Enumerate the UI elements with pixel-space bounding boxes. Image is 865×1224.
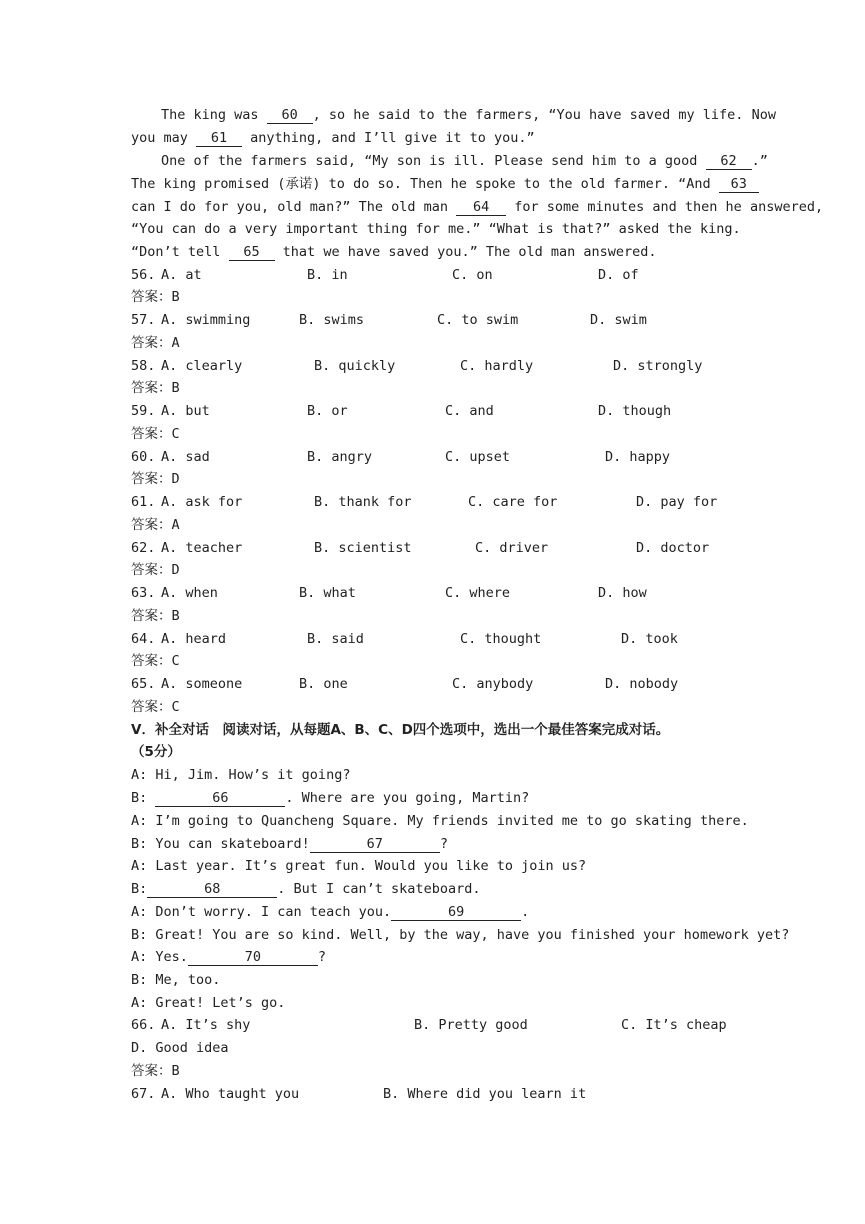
- question-row: [131, 309, 735, 332]
- question-number: 66.: [131, 1017, 156, 1033]
- question-row: [131, 446, 735, 469]
- answer-value: C: [171, 653, 180, 669]
- option-b: B. angry: [307, 449, 373, 465]
- answer-label: 答案：: [131, 608, 172, 624]
- option-d: D. happy: [605, 449, 671, 465]
- question-row: [131, 537, 735, 560]
- answer-label: 答案：: [131, 1063, 172, 1079]
- dialogue-text: ?: [439, 836, 448, 852]
- option-a: A. ask for: [161, 494, 243, 510]
- option-d: D. took: [621, 631, 678, 647]
- blank-69: 69: [391, 904, 521, 921]
- question-number: 59.: [131, 403, 156, 419]
- dialogue-speaker: B:: [131, 881, 148, 897]
- answer-value: B: [171, 380, 180, 396]
- answer-value: D: [171, 562, 180, 578]
- option-c: C. It’s cheap: [621, 1017, 727, 1033]
- option-b: B. scientist: [314, 540, 412, 556]
- option-d: D. strongly: [613, 358, 703, 374]
- option-a: A. teacher: [161, 540, 243, 556]
- dialogue-line: A: Last year. It’s great fun. Would you like to join us?: [131, 858, 587, 874]
- answer-value: B: [171, 1063, 180, 1079]
- dialogue-line: A: Hi, Jim. How’s it going?: [131, 767, 351, 783]
- question-number: 63.: [131, 585, 156, 601]
- question-number: 57.: [131, 312, 156, 328]
- passage-text: anything, and I’ll give it to you.”: [242, 130, 535, 146]
- answer-value: B: [171, 289, 180, 305]
- passage-text: .”: [751, 153, 768, 169]
- option-d: D. Good idea: [131, 1040, 229, 1056]
- answer-label: 答案：: [131, 335, 172, 351]
- option-a: A. sad: [161, 449, 210, 465]
- passage-line: [161, 104, 776, 127]
- question-number: 58.: [131, 358, 156, 374]
- option-a: A. clearly: [161, 358, 243, 374]
- dialogue-line: B: Me, too.: [131, 972, 221, 988]
- passage-line: [131, 241, 735, 264]
- question-number: 64.: [131, 631, 156, 647]
- passage-text: “You can do a very important thing for me.” “What is that?” asked the king.: [131, 221, 741, 237]
- question-number: 62.: [131, 540, 156, 556]
- dialogue-line: A: I’m going to Quancheng Square. My friends invited me to go skating there.: [131, 813, 749, 829]
- passage-line: [131, 127, 735, 150]
- option-b: B. what: [299, 585, 356, 601]
- answer-label: 答案：: [131, 426, 172, 442]
- dialogue-line: [131, 878, 735, 901]
- answer-label: 答案：: [131, 699, 172, 715]
- blank-70: 70: [188, 949, 318, 966]
- blank-61: 61: [196, 130, 242, 147]
- question-number: 60.: [131, 449, 156, 465]
- option-c: C. care for: [468, 494, 558, 510]
- option-b: B. thank for: [314, 494, 412, 510]
- option-c: C. upset: [445, 449, 511, 465]
- answer-value: B: [171, 608, 180, 624]
- option-b: B. quickly: [314, 358, 396, 374]
- blank-64: 64: [456, 199, 506, 216]
- dialogue-text: A: Don’t worry. I can teach you.: [131, 904, 392, 920]
- option-b: B. in: [307, 267, 348, 283]
- option-d: D. nobody: [605, 676, 679, 692]
- passage-text: that we have saved you.” The old man answered.: [274, 244, 657, 260]
- dialogue-text: A: Yes.: [131, 949, 188, 965]
- dialogue-line: [131, 946, 735, 969]
- answer-value: C: [171, 426, 180, 442]
- passage-line: [131, 173, 747, 196]
- option-b: B. Where did you learn it: [383, 1086, 587, 1102]
- passage-text: The king was: [161, 107, 267, 123]
- option-a: A. but: [161, 403, 210, 419]
- answer-row: [131, 286, 735, 309]
- dialogue-line: [131, 901, 735, 924]
- option-a: A. Who taught you: [161, 1086, 300, 1102]
- answer-value: A: [171, 517, 180, 533]
- dialogue-speaker: B:: [131, 790, 156, 806]
- answer-row: [131, 423, 735, 446]
- answer-label: 答案：: [131, 380, 172, 396]
- question-row: [131, 491, 735, 514]
- option-c: C. to swim: [437, 312, 519, 328]
- dialogue-line: B: Great! You are so kind. Well, by the way, have you finished your homework yet?: [131, 927, 790, 943]
- question-row: [131, 673, 735, 696]
- blank-65: 65: [229, 244, 275, 261]
- answer-row: [131, 650, 735, 673]
- passage-line: [161, 150, 768, 173]
- option-d: D. of: [598, 267, 639, 283]
- answer-label: 答案：: [131, 562, 172, 578]
- blank-63: 63: [719, 176, 759, 193]
- passage-text: can I do for you, old man?” The old man: [131, 199, 457, 215]
- option-a: A. heard: [161, 631, 227, 647]
- dialogue-line: [131, 833, 735, 856]
- answer-row: [131, 514, 735, 537]
- dialogue-line: A: Great! Let’s go.: [131, 995, 286, 1011]
- option-b: B. or: [307, 403, 348, 419]
- question-row-continued: [131, 1037, 735, 1060]
- option-a: A. at: [161, 267, 202, 283]
- answer-row: [131, 696, 735, 719]
- question-row: [131, 1083, 735, 1106]
- question-row: [131, 1014, 735, 1037]
- option-d: D. pay for: [636, 494, 718, 510]
- question-row: [131, 582, 735, 605]
- answer-label: 答案：: [131, 517, 172, 533]
- option-d: D. though: [598, 403, 672, 419]
- option-c: C. thought: [460, 631, 542, 647]
- dialogue-text: ?: [317, 949, 327, 965]
- answer-row: [131, 468, 735, 491]
- option-d: D. doctor: [636, 540, 710, 556]
- dialogue-text: . Where are you going, Martin?: [285, 790, 530, 806]
- option-b: B. Pretty good: [414, 1017, 528, 1033]
- option-c: C. anybody: [452, 676, 534, 692]
- option-c: C. where: [445, 585, 511, 601]
- section-score: （5分）: [131, 744, 181, 760]
- blank-62: 62: [706, 153, 752, 170]
- option-c: C. driver: [475, 540, 549, 556]
- answer-value: C: [171, 699, 180, 715]
- option-b: B. swims: [299, 312, 365, 328]
- option-a: A. someone: [161, 676, 243, 692]
- section-heading: V．补全对话 阅读对话，从每题A、B、C、D四个选项中，选出一个最佳答案完成对话。: [131, 722, 670, 738]
- option-b: B. one: [299, 676, 348, 692]
- option-a: A. It’s shy: [161, 1017, 251, 1033]
- blank-60: 60: [267, 107, 313, 124]
- question-number: 67.: [131, 1086, 156, 1102]
- question-number: 56.: [131, 267, 156, 283]
- dialogue-text: . But I can’t skateboard.: [277, 881, 481, 897]
- answer-row: [131, 559, 735, 582]
- dialogue-text: .: [521, 904, 530, 920]
- answer-label: 答案：: [131, 289, 172, 305]
- answer-row: [131, 332, 735, 355]
- passage-line: [131, 196, 824, 219]
- question-row: [131, 628, 735, 651]
- option-d: D. how: [598, 585, 647, 601]
- answer-value: A: [171, 335, 180, 351]
- answer-label: 答案：: [131, 653, 172, 669]
- option-b: B. said: [307, 631, 364, 647]
- answer-row: [131, 605, 735, 628]
- passage-text: you may: [131, 130, 197, 146]
- answer-row: [131, 1060, 735, 1083]
- passage-line: [131, 218, 741, 241]
- option-c: C. hardly: [460, 358, 534, 374]
- blank-67: 67: [310, 836, 440, 853]
- question-row: [131, 264, 735, 287]
- dialogue-line: [131, 787, 735, 810]
- question-row: [131, 355, 735, 378]
- dialogue-text: B: You can skateboard!: [131, 836, 310, 852]
- passage-text: One of the farmers said, “My son is ill. Please send him to a good: [161, 153, 706, 169]
- option-a: A. swimming: [161, 312, 251, 328]
- blank-68: 68: [147, 881, 277, 898]
- question-number: 65.: [131, 676, 156, 692]
- passage-text: , so he said to the farmers, “You have saved my life. Now: [312, 107, 776, 123]
- question-row: [131, 400, 735, 423]
- option-c: C. and: [445, 403, 494, 419]
- option-a: A. when: [161, 585, 218, 601]
- passage-text: for some minutes and then he answered,: [506, 199, 824, 215]
- answer-row: [131, 377, 735, 400]
- passage-text: “Don’t tell: [131, 244, 229, 260]
- option-d: D. swim: [590, 312, 647, 328]
- passage-text: The king promised (承诺) to do so. Then he spoke to the old farmer. “And: [131, 176, 719, 192]
- option-c: C. on: [452, 267, 493, 283]
- answer-label: 答案：: [131, 471, 172, 487]
- question-number: 61.: [131, 494, 156, 510]
- blank-66: 66: [155, 790, 285, 807]
- answer-value: D: [171, 471, 180, 487]
